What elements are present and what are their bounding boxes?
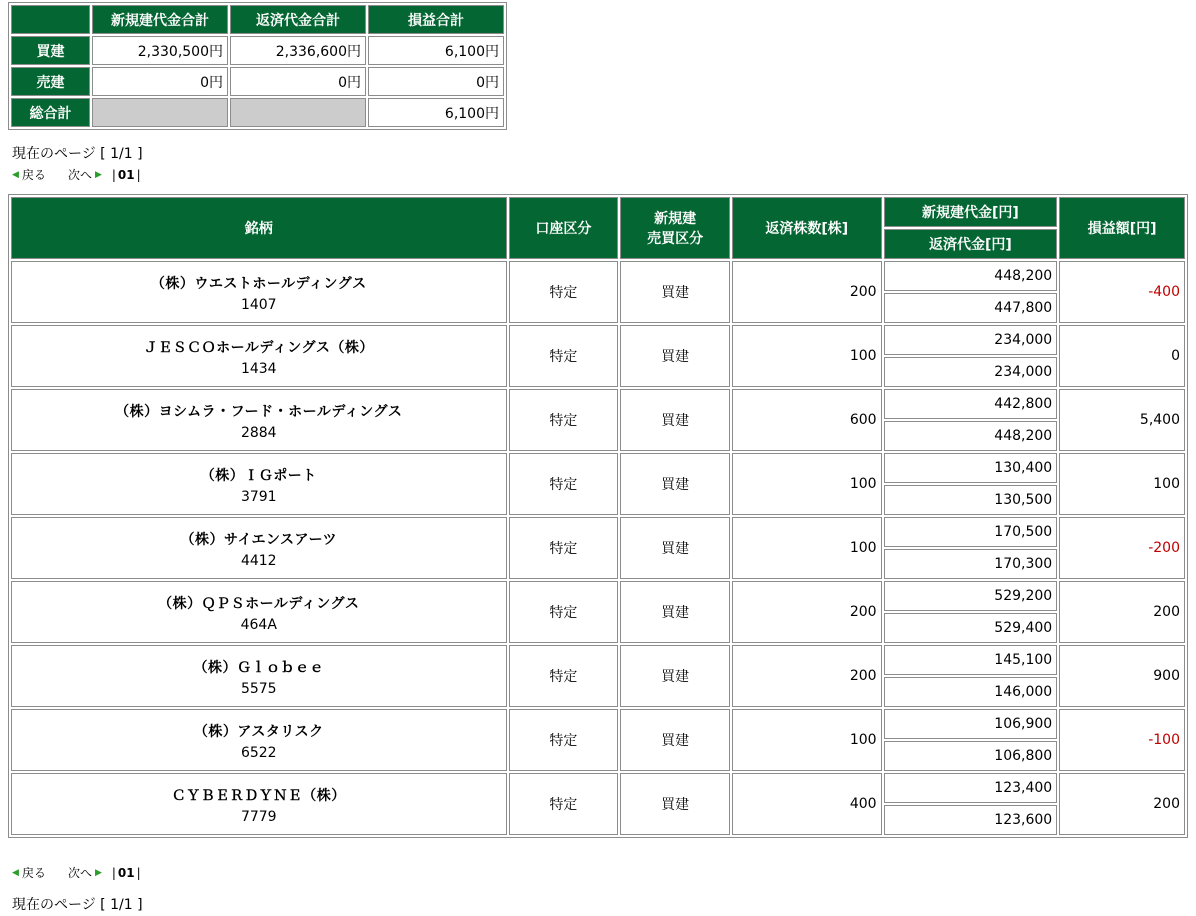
page-number[interactable]: | 01 | — [111, 167, 141, 182]
trade-side: 買建 — [620, 261, 730, 323]
table-row — [11, 581, 1185, 611]
table-row — [11, 325, 1185, 355]
stock-code: 7779 — [240, 809, 277, 825]
account-type: 特定 — [509, 453, 619, 515]
profit-loss: -400 — [1059, 261, 1185, 323]
trade-side: 買建 — [620, 325, 730, 387]
pager-bottom — [12, 864, 141, 881]
profit-loss: 0 — [1059, 325, 1185, 387]
summary-header-new: 新規建代金合計 — [92, 5, 228, 34]
header-close-amount: 返済代金[円] — [884, 229, 1058, 259]
new-amount: 170,500 — [884, 517, 1058, 547]
triangle-left-icon: ◀ — [12, 867, 19, 878]
page-number[interactable]: | 01 | — [111, 865, 141, 880]
trade-side: 買建 — [620, 517, 730, 579]
trade-side: 買建 — [620, 389, 730, 451]
stock-code: 4412 — [240, 553, 277, 569]
new-amount: 145,100 — [884, 645, 1058, 675]
stock-cell — [11, 773, 507, 835]
positions-table — [8, 194, 1188, 838]
stock-code: 2884 — [240, 425, 277, 441]
new-amount: 106,900 — [884, 709, 1058, 739]
summary-buy-close: 2,336,600円 — [230, 36, 366, 65]
next-link[interactable] — [68, 166, 102, 183]
close-quantity: 200 — [732, 261, 882, 323]
summary-header-close: 返済代金合計 — [230, 5, 366, 34]
page-number-label: 01 — [117, 167, 135, 182]
header-side — [620, 197, 730, 259]
stock-code: 6522 — [240, 745, 277, 761]
stock-name: （株）ＱＰＳホールディングス — [158, 596, 360, 612]
next-link[interactable] — [68, 864, 102, 881]
new-amount: 448,200 — [884, 261, 1058, 291]
table-row — [11, 389, 1185, 419]
close-amount: 170,300 — [884, 549, 1058, 579]
table-row — [11, 261, 1185, 291]
summary-sell-pl: 0円 — [368, 67, 504, 96]
account-type: 特定 — [509, 773, 619, 835]
stock-cell — [11, 645, 507, 707]
back-label: 戻る — [21, 168, 46, 182]
close-quantity: 100 — [732, 709, 882, 771]
new-amount: 130,400 — [884, 453, 1058, 483]
triangle-right-icon: ▶ — [94, 169, 102, 180]
profit-loss: -200 — [1059, 517, 1185, 579]
next-label: 次へ — [67, 866, 92, 880]
table-row — [11, 517, 1185, 547]
stock-code: 5575 — [240, 681, 277, 697]
stock-name: （株）サイエンスアーツ — [180, 532, 338, 548]
back-label: 戻る — [21, 866, 46, 880]
summary-total-label: 総合計 — [11, 98, 90, 127]
next-label: 次へ — [67, 168, 92, 182]
close-quantity: 400 — [732, 773, 882, 835]
account-type: 特定 — [509, 581, 619, 643]
stock-name: ＪＥＳＣＯホールディングス（株） — [143, 340, 374, 356]
page-info-top: 現在のページ [ 1/1 ] — [12, 146, 143, 162]
stock-name: ＣＹＢＥＲＤＹＮＥ（株） — [171, 788, 346, 804]
account-type: 特定 — [509, 325, 619, 387]
trade-side: 買建 — [620, 645, 730, 707]
new-amount: 529,200 — [884, 581, 1058, 611]
stock-cell — [11, 517, 507, 579]
close-quantity: 100 — [732, 517, 882, 579]
table-row — [11, 453, 1185, 483]
profit-loss: -100 — [1059, 709, 1185, 771]
profit-loss: 100 — [1059, 453, 1185, 515]
stock-cell — [11, 581, 507, 643]
stock-code: 3791 — [240, 489, 277, 505]
triangle-right-icon: ▶ — [94, 867, 102, 878]
header-qty: 返済株数[株] — [732, 197, 882, 259]
close-amount: 529,400 — [884, 613, 1058, 643]
trade-side: 買建 — [620, 453, 730, 515]
summary-total-close-empty — [230, 98, 366, 127]
summary-total-pl: 6,100円 — [368, 98, 504, 127]
close-amount: 106,800 — [884, 741, 1058, 771]
close-amount: 146,000 — [884, 677, 1058, 707]
summary-corner — [11, 5, 90, 34]
header-new-amount: 新規建代金[円] — [884, 197, 1058, 227]
page-info-bottom: 現在のページ [ 1/1 ] — [12, 897, 143, 913]
close-amount: 123,600 — [884, 805, 1058, 835]
summary-row-label: 売建 — [11, 67, 90, 96]
triangle-left-icon: ◀ — [12, 169, 19, 180]
trade-side: 買建 — [620, 581, 730, 643]
table-row — [11, 645, 1185, 675]
table-row — [11, 709, 1185, 739]
stock-name: （株）ヨシムラ・フード・ホールディングス — [115, 404, 403, 420]
stock-cell — [11, 709, 507, 771]
new-amount: 442,800 — [884, 389, 1058, 419]
new-amount: 234,000 — [884, 325, 1058, 355]
trade-side: 買建 — [620, 709, 730, 771]
close-quantity: 600 — [732, 389, 882, 451]
account-type: 特定 — [509, 645, 619, 707]
summary-header-pl: 損益合計 — [368, 5, 504, 34]
close-quantity: 200 — [732, 645, 882, 707]
summary-buy-pl: 6,100円 — [368, 36, 504, 65]
close-quantity: 200 — [732, 581, 882, 643]
stock-name: （株）ウエストホールディングス — [150, 276, 367, 292]
close-amount: 234,000 — [884, 357, 1058, 387]
stock-cell — [11, 261, 507, 323]
profit-loss: 5,400 — [1059, 389, 1185, 451]
account-type: 特定 — [509, 709, 619, 771]
stock-code: 464A — [240, 617, 277, 633]
account-type: 特定 — [509, 517, 619, 579]
stock-code: 1434 — [240, 361, 277, 377]
new-amount: 123,400 — [884, 773, 1058, 803]
back-link[interactable] — [12, 166, 46, 183]
header-side-line2: 売買区分 — [647, 231, 704, 247]
close-quantity: 100 — [732, 325, 882, 387]
profit-loss: 200 — [1059, 773, 1185, 835]
stock-cell — [11, 453, 507, 515]
stock-name: （株）Ｇｌｏｂｅｅ — [193, 660, 325, 676]
header-side-line1: 新規建 — [654, 211, 697, 227]
stock-name: （株）ＩＧポート — [200, 468, 317, 484]
stock-code: 1407 — [240, 297, 277, 313]
summary-buy-new: 2,330,500円 — [92, 36, 228, 65]
summary-sell-new: 0円 — [92, 67, 228, 96]
pager-top — [12, 166, 141, 183]
close-amount: 130,500 — [884, 485, 1058, 515]
close-quantity: 100 — [732, 453, 882, 515]
header-pl: 損益額[円] — [1059, 197, 1185, 259]
summary-table — [8, 2, 507, 130]
stock-cell — [11, 325, 507, 387]
header-name: 銘柄 — [11, 197, 507, 259]
summary-sell-close: 0円 — [230, 67, 366, 96]
profit-loss: 900 — [1059, 645, 1185, 707]
account-type: 特定 — [509, 389, 619, 451]
summary-row-label: 買建 — [11, 36, 90, 65]
summary-total-new-empty — [92, 98, 228, 127]
page-number-label: 01 — [117, 865, 135, 880]
table-row — [11, 773, 1185, 803]
account-type: 特定 — [509, 261, 619, 323]
trade-side: 買建 — [620, 773, 730, 835]
close-amount: 447,800 — [884, 293, 1058, 323]
profit-loss: 200 — [1059, 581, 1185, 643]
header-account: 口座区分 — [509, 197, 619, 259]
stock-name: （株）アスタリスク — [193, 724, 324, 740]
stock-cell — [11, 389, 507, 451]
close-amount: 448,200 — [884, 421, 1058, 451]
back-link[interactable] — [12, 864, 46, 881]
